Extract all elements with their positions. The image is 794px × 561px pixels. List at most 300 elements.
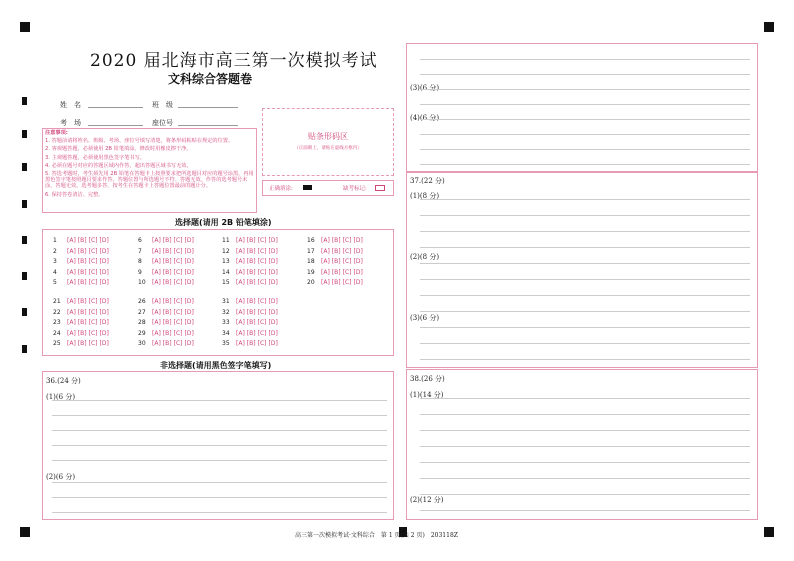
answer-line[interactable] [420,215,750,216]
answer-line[interactable] [52,400,387,401]
mc-question-31 [222,298,280,305]
mc-bubble-a[interactable]: [A] [236,298,245,305]
mc-bubble-c[interactable]: [C] [88,298,98,305]
mc-bubble-c[interactable]: [C] [88,268,98,276]
mc-bubble-c[interactable]: [C] [257,268,267,276]
correct-fill-label: 正确填涂: [269,186,293,192]
mc-question-number: 12 [222,247,230,255]
mc-bubble-b[interactable]: [B] [246,247,256,255]
mc-bubble-c[interactable]: [C] [88,247,98,255]
mc-bubble-d[interactable]: [D] [268,329,278,337]
right-part3: (3)(6 分) [410,84,440,92]
mc-bubble-a[interactable]: [A] [67,247,76,255]
mc-bubble-c[interactable]: [C] [257,340,267,347]
mc-question-number: 29 [138,329,146,337]
mc-bubble-c[interactable]: [C] [257,298,267,305]
mc-bubble-d[interactable]: [D] [353,268,363,276]
mc-bubble-d[interactable]: [D] [353,279,363,286]
q37-part1: (1)(8 分) [410,192,440,200]
mc-bubble-d[interactable]: [D] [99,258,109,265]
mc-question-number: 17 [307,247,315,255]
mc-bubble-a[interactable]: [A] [321,247,330,255]
mc-bubble-d[interactable]: [D] [184,258,194,265]
seat-label: 座位号 [152,119,173,127]
mc-bubble-b[interactable]: [B] [162,258,172,265]
mc-bubble-b[interactable]: [B] [77,308,87,316]
mc-bubble-c[interactable]: [C] [88,340,98,347]
mc-bubble-c[interactable]: [C] [173,298,183,305]
mc-question-9 [138,269,196,276]
mc-question-number: 25 [53,340,61,347]
mc-question-13 [222,258,280,265]
mc-bubble-b[interactable]: [B] [246,298,256,305]
answer-line[interactable] [420,247,750,248]
mc-bubble-c[interactable]: [C] [342,268,352,276]
mc-bubble-c[interactable]: [C] [257,329,267,337]
mc-question-29 [138,330,196,337]
mc-bubble-d[interactable]: [D] [268,258,278,265]
mc-bubble-d[interactable]: [D] [99,319,109,326]
mc-bubble-d[interactable]: [D] [184,237,194,244]
mc-question-25 [53,340,111,347]
mc-question-number: 22 [53,308,61,316]
mc-question-32 [222,309,280,316]
class-field[interactable] [178,107,238,108]
answer-line[interactable] [52,482,387,483]
mc-bubble-c[interactable]: [C] [257,258,267,265]
mc-bubble-b[interactable]: [B] [77,340,87,347]
answer-line[interactable] [420,295,750,296]
answer-line[interactable] [420,59,750,60]
mc-bubble-c[interactable]: [C] [88,329,98,337]
mc-bubble-b[interactable]: [B] [77,247,87,255]
mc-question-4 [53,269,111,276]
mc-question-number: 15 [222,279,230,286]
mc-question-34 [222,330,280,337]
mc-bubble-a[interactable]: [A] [236,308,245,316]
mc-question-17 [307,248,365,255]
mc-bubble-d[interactable]: [D] [184,340,194,347]
mc-question-16 [307,237,365,244]
mc-bubble-a[interactable]: [A] [321,268,330,276]
mc-question-12 [222,248,280,255]
mc-question-number: 20 [307,279,315,286]
q37-title: 37.(22 分) [410,177,445,185]
mc-question-number: 30 [138,340,146,347]
mc-bubble-a[interactable]: [A] [67,268,76,276]
mc-bubble-c[interactable]: [C] [173,329,183,337]
mc-question-2 [53,248,111,255]
q37-answer-box [406,172,758,368]
mc-question-number: 23 [53,319,61,326]
mc-bubble-b[interactable]: [B] [77,237,87,244]
mc-bubble-c[interactable]: [C] [257,279,267,286]
mc-bubble-a[interactable]: [A] [152,247,161,255]
mc-bubble-c[interactable]: [C] [173,268,183,276]
mc-question-33 [222,319,280,326]
mc-bubble-c[interactable]: [C] [88,258,98,265]
mc-bubble-a[interactable]: [A] [236,319,245,326]
answer-line[interactable] [52,430,387,431]
mc-question-number: 28 [138,319,146,326]
mc-question-6 [138,237,196,244]
q36-part2: (2)(6 分) [46,473,76,481]
mc-question-number: 24 [53,329,61,337]
mc-question-19 [307,269,365,276]
mc-bubble-d[interactable]: [D] [184,308,194,316]
mc-bubble-d[interactable]: [D] [268,247,278,255]
right-part4: (4)(6 分) [410,114,440,122]
mc-question-27 [138,309,196,316]
mc-bubble-a[interactable]: [A] [67,279,76,286]
note-item: 6. 保持答卷清洁、完整。 [45,191,104,198]
mc-bubble-b[interactable]: [B] [162,298,172,305]
mc-bubble-c[interactable]: [C] [257,319,267,326]
mc-bubble-c[interactable]: [C] [88,319,98,326]
mc-bubble-d[interactable]: [D] [184,279,194,286]
barcode-area [262,108,394,176]
mc-bubble-a[interactable]: [A] [236,268,245,276]
mc-bubble-a[interactable]: [A] [321,279,330,286]
mc-bubble-b[interactable]: [B] [331,268,341,276]
mc-bubble-b[interactable]: [B] [246,308,256,316]
mc-bubble-c[interactable]: [C] [173,258,183,265]
mc-question-number: 35 [222,340,230,347]
mc-bubble-a[interactable]: [A] [236,279,245,286]
mc-bubble-b[interactable]: [B] [331,237,341,244]
answer-line[interactable] [420,134,750,135]
mc-bubble-c[interactable]: [C] [342,247,352,255]
timing-mark [22,163,27,171]
timing-mark [22,272,27,280]
answer-line[interactable] [420,199,750,200]
answer-line[interactable] [420,398,750,399]
mc-question-number: 8 [138,258,142,265]
q37-part2: (2)(8 分) [410,253,440,261]
mc-bubble-c[interactable]: [C] [88,308,98,316]
mc-bubble-c[interactable]: [C] [88,279,98,286]
mc-bubble-d[interactable]: [D] [268,268,278,276]
mc-bubble-d[interactable]: [D] [99,237,109,244]
mc-bubble-c[interactable]: [C] [173,247,183,255]
q38-part1: (1)(14 分) [410,391,444,399]
q38-answer-box [406,369,758,520]
mc-bubble-b[interactable]: [B] [246,279,256,286]
mc-question-15 [222,279,280,286]
mc-bubble-a[interactable]: [A] [67,329,76,337]
mc-bubble-a[interactable]: [A] [236,247,245,255]
mc-question-10 [138,279,196,286]
mc-bubble-b[interactable]: [B] [246,237,256,244]
mc-question-22 [53,309,111,316]
answer-line[interactable] [420,74,750,75]
answer-line[interactable] [420,263,750,264]
mc-bubble-d[interactable]: [D] [353,258,363,265]
mc-bubble-a[interactable]: [A] [67,237,76,244]
page-footer: 高三第一次模拟考试·文科综合 第 1 页(共 2 页) 203118Z [295,532,458,539]
mc-bubble-d[interactable]: [D] [99,247,109,255]
mc-question-26 [138,298,196,305]
mc-bubble-d[interactable]: [D] [184,329,194,337]
timing-mark [22,200,27,208]
answer-line[interactable] [420,430,750,431]
mc-bubble-b[interactable]: [B] [162,268,172,276]
mc-bubble-a[interactable]: [A] [67,308,76,316]
mc-question-14 [222,269,280,276]
mc-question-30 [138,340,196,347]
answer-line[interactable] [420,494,750,495]
timing-mark [22,345,27,353]
right-top-answer-box [406,43,758,172]
answer-line[interactable] [420,104,750,105]
mc-bubble-b[interactable]: [B] [77,319,87,326]
mc-bubble-b[interactable]: [B] [77,298,87,305]
mc-bubble-a[interactable]: [A] [152,340,161,347]
q36-title: 36.(24 分) [46,377,81,385]
mc-bubble-a[interactable]: [A] [152,319,161,326]
mc-bubble-d[interactable]: [D] [268,279,278,286]
mc-bubble-a[interactable]: [A] [152,308,161,316]
notes-heading: 注意事项: [45,130,68,136]
mc-bubble-a[interactable]: [A] [152,237,161,244]
absent-mark-label: 缺考标记: [343,186,367,192]
fill-example-box [262,180,394,196]
name-field[interactable] [88,107,143,108]
answer-line[interactable] [52,445,387,446]
mc-bubble-a[interactable]: [A] [236,329,245,337]
mc-question-number: 5 [53,279,57,286]
answer-line[interactable] [420,414,750,415]
answer-line[interactable] [420,164,750,165]
mc-bubble-b[interactable]: [B] [246,319,256,326]
mc-bubble-b[interactable]: [B] [77,268,87,276]
room-field[interactable] [88,125,143,126]
mc-question-35 [222,340,280,347]
mc-bubble-b[interactable]: [B] [331,258,341,265]
q37-part3: (3)(6 分) [410,314,440,322]
page-subtitle: 文科综合答题卷 [168,72,253,86]
mc-bubble-c[interactable]: [C] [257,308,267,316]
mc-bubble-b[interactable]: [B] [162,319,172,326]
mc-question-number: 4 [53,268,57,276]
mc-question-3 [53,258,111,265]
mc-bubble-a[interactable]: [A] [152,268,161,276]
seat-field[interactable] [178,125,238,126]
mc-bubble-d[interactable]: [D] [268,340,278,347]
mc-question-28 [138,319,196,326]
answer-line[interactable] [420,478,750,479]
mc-bubble-a[interactable]: [A] [236,258,245,265]
mc-question-number: 18 [307,258,315,265]
mc-bubble-b[interactable]: [B] [162,340,172,347]
mc-question-number: 11 [222,237,230,244]
answer-line[interactable] [420,231,750,232]
mc-question-number: 26 [138,298,146,305]
mc-bubble-a[interactable]: [A] [236,340,245,347]
nonmc-section-title: 非选择题(请用黑色签字笔填写) [160,361,272,370]
corner-mark-bottom-right [764,527,774,537]
notes-box [42,128,257,213]
mc-bubble-a[interactable]: [A] [321,237,330,244]
note-item: 5. 答选考题时，考生须先用 2B 铅笔在答题卡上按照要求把所选题目对应的题号涂黑，再用黑色签字笔按照题目要求作答。答题位置与所选题号不符、答题无效。作答的选考题号未涂，答题无效。选考题多答，按考生在答题卡上答题位置最前的题计分。 [45,171,254,190]
mc-bubble-d[interactable]: [D] [184,268,194,276]
mc-question-5 [53,279,111,286]
mc-question-11 [222,237,280,244]
mc-question-number: 33 [222,319,230,326]
mc-bubble-b[interactable]: [B] [246,258,256,265]
timing-mark [22,236,27,244]
answer-line[interactable] [52,460,387,461]
mc-question-23 [53,319,111,326]
mc-bubble-a[interactable]: [A] [152,298,161,305]
mc-question-number: 27 [138,308,146,316]
mc-bubble-b[interactable]: [B] [77,279,87,286]
corner-mark-bottom-left [20,527,30,537]
answer-line[interactable] [52,497,387,498]
mc-question-20 [307,279,365,286]
mc-question-21 [53,298,111,305]
corner-mark-top-left [20,22,30,32]
mc-bubble-c[interactable]: [C] [257,237,267,244]
mc-bubble-c[interactable]: [C] [257,247,267,255]
mc-bubble-c[interactable]: [C] [173,237,183,244]
answer-line[interactable] [420,446,750,447]
mc-question-number: 13 [222,258,230,265]
mc-bubble-a[interactable]: [A] [67,319,76,326]
note-item: 1. 答题前请将姓名、班级、考场、座位号填写清楚，将条形码粘贴在规定的位置。 [45,138,234,145]
mc-bubble-c[interactable]: [C] [173,308,183,316]
q38-title: 38.(26 分) [410,375,445,383]
timing-mark [22,97,27,105]
mc-question-7 [138,248,196,255]
mc-bubble-d[interactable]: [D] [353,237,363,244]
answer-line[interactable] [420,510,750,511]
mc-bubble-d[interactable]: [D] [99,308,109,316]
room-label: 考 场 [60,119,81,127]
answer-line[interactable] [420,359,750,360]
answer-line[interactable] [52,512,387,513]
mc-bubble-d[interactable]: [D] [268,237,278,244]
mc-bubble-b[interactable]: [B] [162,279,172,286]
mc-bubble-b[interactable]: [B] [246,340,256,347]
mc-bubble-b[interactable]: [B] [162,247,172,255]
mc-bubble-d[interactable]: [D] [99,268,109,276]
mc-bubble-b[interactable]: [B] [246,329,256,337]
note-item: 4. 必须在题号对应的答题区域内作答，超出答题区域书写无效。 [45,162,192,169]
mc-bubble-d[interactable]: [D] [99,329,109,337]
mc-bubble-d[interactable]: [D] [268,319,278,326]
mc-question-number: 31 [222,298,230,305]
mc-bubble-d[interactable]: [D] [99,340,109,347]
mc-bubble-b[interactable]: [B] [77,329,87,337]
mc-bubble-d[interactable]: [D] [268,298,278,305]
mc-question-8 [138,258,196,265]
mc-bubble-d[interactable]: [D] [99,298,109,305]
mc-question-number: 1 [53,237,57,244]
mc-bubble-b[interactable]: [B] [77,258,87,265]
mc-bubble-b[interactable]: [B] [162,237,172,244]
answer-line[interactable] [420,327,750,328]
mc-bubble-a[interactable]: [A] [67,340,76,347]
mc-question-number: 3 [53,258,57,265]
answer-line[interactable] [420,279,750,280]
mc-bubble-c[interactable]: [C] [173,279,183,286]
mc-bubble-a[interactable]: [A] [152,258,161,265]
class-label: 班 级 [152,101,173,109]
barcode-title: 贴条形码区 [308,132,348,141]
mc-bubble-c[interactable]: [C] [88,237,98,244]
mc-bubble-d[interactable]: [D] [184,298,194,305]
mc-bubble-b[interactable]: [B] [162,308,172,316]
mc-question-1 [53,237,111,244]
answer-line[interactable] [420,311,750,312]
timing-mark [22,308,27,316]
mc-bubble-b[interactable]: [B] [246,268,256,276]
note-item: 3. 主观题答题，必须使用黑色签字笔书写。 [45,154,145,161]
mc-bubble-b[interactable]: [B] [162,329,172,337]
mc-bubble-d[interactable]: [D] [268,308,278,316]
mc-question-number: 14 [222,268,230,276]
correct-fill-sample [303,185,312,190]
mc-bubble-d[interactable]: [D] [184,247,194,255]
mc-question-number: 6 [138,237,142,244]
mc-bubble-a[interactable]: [A] [67,258,76,265]
answer-line[interactable] [420,343,750,344]
mc-bubble-a[interactable]: [A] [67,298,76,305]
answer-line[interactable] [420,149,750,150]
mc-question-number: 16 [307,237,315,244]
mc-bubble-d[interactable]: [D] [99,279,109,286]
answer-line[interactable] [420,462,750,463]
mc-bubble-c[interactable]: [C] [342,237,352,244]
mc-bubble-c[interactable]: [C] [173,319,183,326]
corner-mark-top-right [764,22,774,32]
mc-bubble-c[interactable]: [C] [342,279,352,286]
mc-bubble-d[interactable]: [D] [353,247,363,255]
mc-section-title: 选择题(请用 2B 铅笔填涂) [175,218,272,227]
mc-bubble-c[interactable]: [C] [342,258,352,265]
mc-bubble-d[interactable]: [D] [184,319,194,326]
mc-question-number: 7 [138,247,142,255]
mc-question-18 [307,258,365,265]
mc-bubble-a[interactable]: [A] [236,237,245,244]
q36-part1: (1)(6 分) [46,393,76,401]
answer-line[interactable] [52,415,387,416]
absent-mark-checkbox[interactable] [375,185,385,191]
timing-mark [22,130,27,138]
mc-question-number: 10 [138,279,146,286]
name-label: 姓 名 [60,101,81,109]
page-title: 2020 届北海市高三第一次模拟考试 [90,51,378,71]
mc-question-number: 9 [138,268,142,276]
mc-question-number: 2 [53,247,57,255]
mc-question-number: 34 [222,329,230,337]
mc-bubble-a[interactable]: [A] [152,329,161,337]
barcode-subtitle: （正面朝上，请贴在虚线方框内） [294,146,362,151]
mc-bubble-a[interactable]: [A] [152,279,161,286]
mc-question-24 [53,330,111,337]
q38-part2: (2)(12 分) [410,496,444,504]
mc-bubble-a[interactable]: [A] [321,258,330,265]
mc-bubble-b[interactable]: [B] [331,247,341,255]
mc-question-number: 32 [222,308,230,316]
mc-question-number: 19 [307,268,315,276]
note-item: 2. 客观题答题，必须使用 2B 铅笔填涂，修改时用橡皮擦干净。 [45,146,192,153]
mc-bubble-c[interactable]: [C] [173,340,183,347]
answer-line[interactable] [420,89,750,90]
answer-line[interactable] [420,119,750,120]
mc-bubble-b[interactable]: [B] [331,279,341,286]
